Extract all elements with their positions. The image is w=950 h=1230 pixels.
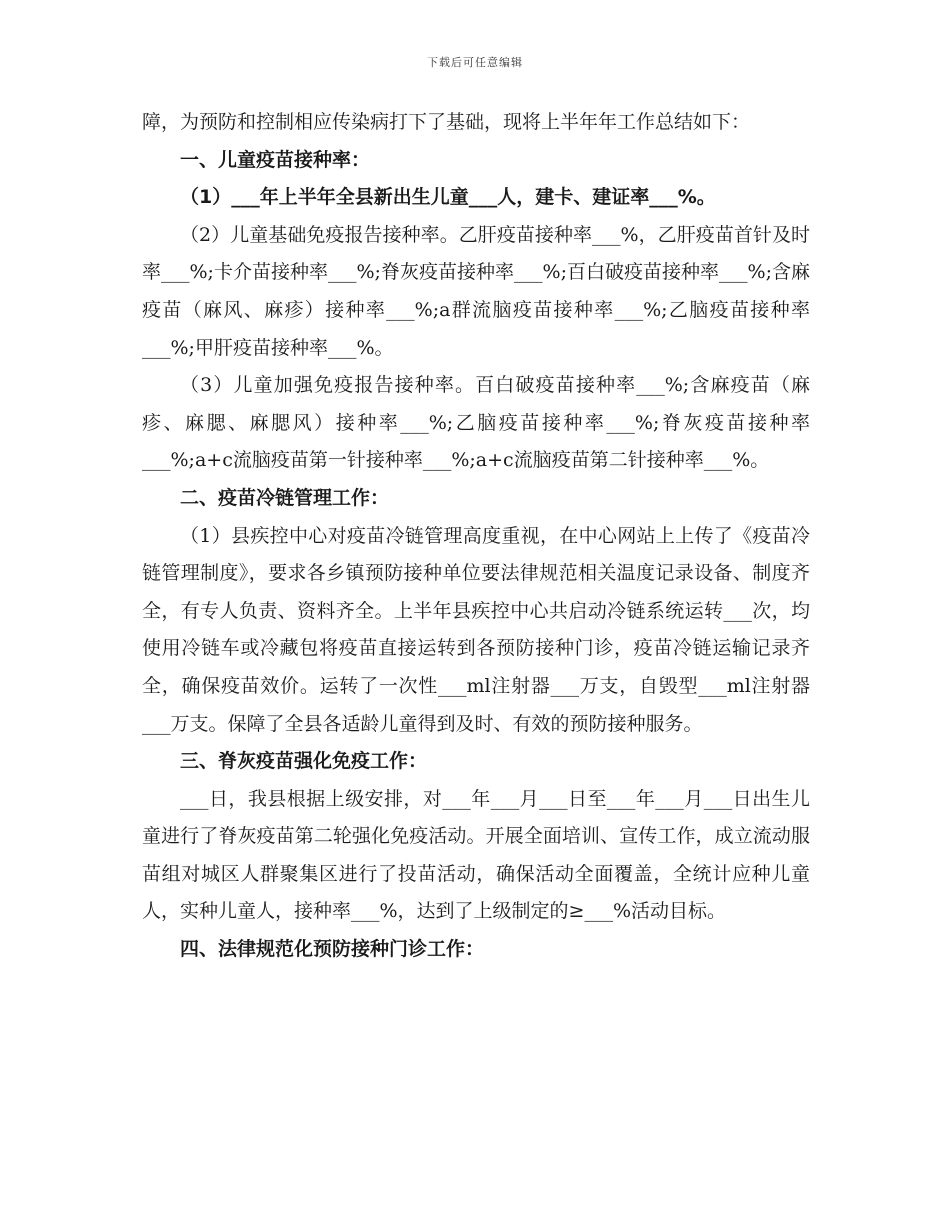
paragraph-1-3: （3）儿童加强免疫报告接种率。百白破疫苗接种率___%;含麻疫苗（麻疹、麻腮、麻腮风）接种率___%;乙脑疫苗接种率___%;脊灰疫苗接种率___%;a+c流脑疫苗第一针接种率___%;a+c流脑疫苗第二针接种率___%。 xyxy=(142,374,810,472)
paragraph-2-1: （1）县疾控中心对疫苗冷链管理高度重视，在中心网站上上传了《疫苗冷链管理制度》，要求各乡镇预防接种单位要法律规范相关温度记录设备、制度齐全，有专人负责、资料齐全。上半年县疾控中心共启动冷链系统运转___次，均使用冷链车或冷藏包将疫苗直接运转到各预防接种门诊，疫苗冷链运输记录齐全，确保疫苗效价。运转了一次性___ml注射器___万支，自毁型___ml注射器___万支。保障了全县各适龄儿童得到及时、有效的预防接种服务。 xyxy=(142,524,810,735)
section-heading-3: 三、脊灰疫苗强化免疫工作： xyxy=(180,750,428,773)
paragraph-1-1: （1）___年上半年全县新出生儿童___人，建卡、建证率___%。 xyxy=(180,186,716,209)
page-header: 下载后可任意编辑 xyxy=(427,56,523,69)
section-heading-2: 二、疫苗冷链管理工作： xyxy=(180,486,390,509)
paragraph-1-2: （2）儿童基础免疫报告接种率。乙肝疫苗接种率___%，乙肝疫苗首针及时率___%;卡介苗接种率___%;脊灰疫苗接种率___%;百白破疫苗接种率___%;含麻疫苗（麻风、麻疹）接种率___%;a群流脑疫苗接种率___%;乙脑疫苗接种率___%;甲肝疫苗接种率___%。 xyxy=(142,223,810,359)
paragraph-3-1: ___日，我县根据上级安排，对___年___月___日至___年___月___日出生儿童进行了脊灰疫苗第二轮强化免疫活动。开展全面培训、宣传工作，成立流动服苗组对城区人群聚集区进行了投苗活动，确保活动全面覆盖，全统计应种儿童人，实种儿童人，接种率___%，达到了上级制定的≥___%活动目标。 xyxy=(142,787,810,923)
intro-paragraph: 障，为预防和控制相应传染病打下了基础，现将上半年年工作总结如下： xyxy=(142,111,751,133)
section-heading-1: 一、儿童疫苗接种率： xyxy=(180,148,371,171)
document-body xyxy=(142,104,810,969)
section-heading-4: 四、法律规范化预防接种门诊工作： xyxy=(180,938,485,961)
